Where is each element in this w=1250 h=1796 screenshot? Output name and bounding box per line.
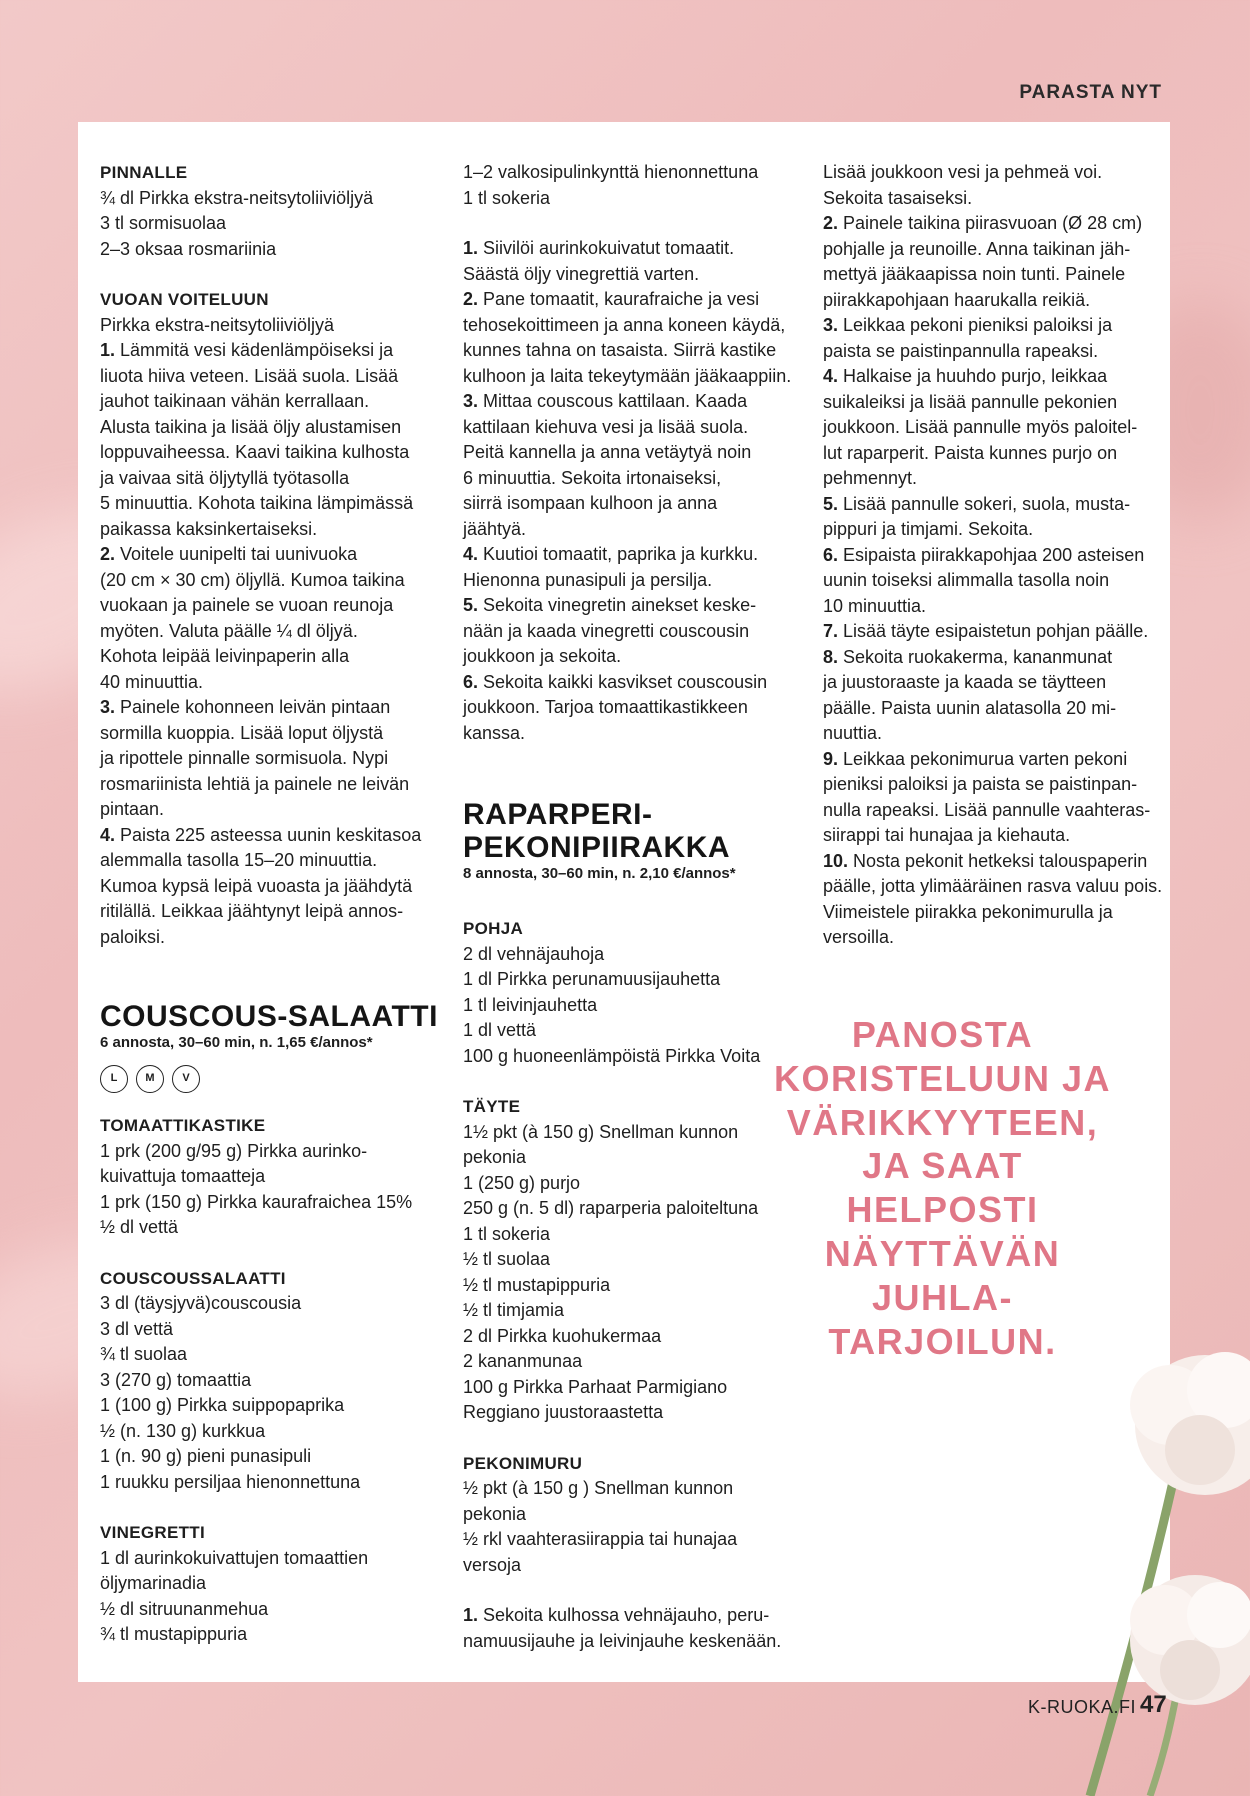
text-line: 1 (n. 90 g) pieni punasipuli [100, 1446, 312, 1466]
column-right [823, 160, 1163, 951]
text-line: ½ pkt (à 150 g ) Snellman kunnon [463, 1478, 734, 1498]
text-line: öljymarinadia [100, 1573, 207, 1593]
text-line: 3 dl vettä [100, 1318, 174, 1339]
text-line: joukkoon. Tarjoa tomaattikastikkeen [463, 697, 748, 717]
text-line: kanssa. [463, 722, 526, 743]
text-line: 2 dl Pirkka kuohukermaa [463, 1325, 662, 1346]
text-line: siirappi tai hunajaa ja kiehauta. [823, 825, 1071, 845]
text-line: kattilaan kiehuva vesi ja lisää suola. [463, 416, 749, 437]
text-line: ja vaivaa sitä öljytyllä työtasolla [100, 467, 350, 488]
instruction-text [100, 313, 422, 951]
text-line: loppuvaiheessa. Kaavi taikina kulhosta [100, 442, 410, 462]
text-line: myöten. Valuta päälle ¼ dl öljyä. [100, 620, 358, 641]
text-line: pintaan. [100, 799, 165, 819]
text-line: versoilla. [823, 927, 895, 947]
diet-badges [100, 1065, 410, 1093]
text-line: 1 (250 g) purjo [463, 1172, 581, 1193]
text-line: Peitä kannella ja anna vetäytyä noin [463, 442, 752, 462]
text-line: ritilällä. Leikkaa jäähtynyt leipä annos- [100, 901, 404, 921]
text-line: 6 minuuttia. Sekoita irtonaiseksi, [463, 467, 722, 488]
text-line: PANOSTA [851, 1014, 1034, 1055]
text-line: 3. Leikkaa pekoni pieniksi paloiksi ja [823, 315, 1113, 335]
text-line: nulla rapeaksi. Lisää pannulle vaahteras- [823, 799, 1151, 820]
text-line: Säästä öljy vinegrettiä varten. [463, 263, 700, 284]
text-line: 100 g huoneenlämpöistä Pirkka Voita [463, 1045, 761, 1066]
text-line: 1. Lämmitä vesi kädenlämpöiseksi ja [100, 340, 394, 360]
text-line: ½ dl sitruunanmehua [100, 1598, 269, 1619]
text-line: JUHLA- [872, 1276, 1013, 1318]
ingredient-list [100, 1291, 410, 1495]
text-line: jäähtyä. [463, 518, 527, 539]
section-heading: TÄYTE [463, 1097, 521, 1116]
ingredient-list [100, 186, 410, 263]
section-heading: VINEGRETTI [100, 1523, 206, 1542]
diet-badge-lactose-free: L [100, 1065, 128, 1093]
text-line: päälle. Paista uunin alatasolla 20 mi- [823, 697, 1117, 718]
recipe-meta: 6 annosta, 30–60 min, n. 1,65 €/annos* [100, 1034, 373, 1051]
text-line: ¾ dl Pirkka ekstra-neitsytoliiviöljyä [100, 187, 374, 208]
text-line: HELPOSTI [846, 1189, 1039, 1231]
page-number: 47 [1140, 1691, 1167, 1718]
flower-bloom [1130, 1575, 1250, 1705]
text-line: ½ dl vettä [100, 1217, 179, 1237]
text-line: Sekoita tasaiseksi. [823, 187, 973, 208]
recipe-page [78, 122, 1170, 1682]
text-line: 6. Esipaista piirakkapohjaa 200 asteisen [823, 544, 1145, 565]
column-middle [463, 160, 792, 1654]
text-line: pehmennyt. [823, 468, 918, 488]
text-line: ja juustoraaste ja kaada se täytteen [823, 672, 1107, 692]
diet-badge-vegan: V [172, 1065, 200, 1093]
text-line: (20 cm × 30 cm) öljyllä. Kumoa taikina [100, 569, 405, 590]
text-line: 1–2 valkosipulinkynttä hienonnettuna [463, 162, 759, 182]
text-line: Pirkka ekstra-neitsytoliiviöljyä [100, 314, 335, 335]
text-line: pekonia [463, 1503, 527, 1524]
text-line: 4. Paista 225 asteessa uunin keskitasoa [100, 824, 422, 845]
text-line: Kohota leipää leivinpaperin alla [100, 646, 350, 666]
instruction-text [463, 1603, 783, 1654]
recipe-meta: 8 annosta, 30–60 min, n. 2,10 €/annos* [463, 865, 736, 882]
text-line: 3. Mittaa couscous kattilaan. Kaada [463, 391, 748, 411]
site-url: K-RUOKA.FI [1028, 1697, 1137, 1717]
text-line: 7. Lisää täyte esipaistetun pohjan päälle. [823, 621, 1149, 641]
text-line: kunnes tahna on tasaista. Siirrä kastike [463, 340, 777, 360]
text-line: ¾ tl suolaa [100, 1344, 188, 1364]
text-line: 2. Voitele uunipelti tai uunivuoka [100, 544, 358, 564]
text-line: 5. Lisää pannulle sokeri, suola, musta- [823, 493, 1131, 514]
text-line: 10 minuuttia. [823, 595, 927, 616]
text-line: pieniksi paloiksi ja paista se paistinpan- [823, 774, 1138, 794]
text-line: paista se paistinpannulla rapeaksi. [823, 340, 1099, 361]
text-line: siirrä isompaan kulhoon ja anna [463, 493, 718, 513]
text-line: lut raparperit. Paista kunnes purjo on [823, 442, 1118, 463]
recipe-title: PEKONIPIIRAKKA [463, 831, 731, 864]
text-line: 5 minuuttia. Kohota taikina lämpimässä [100, 493, 414, 513]
text-line: kuivattuja tomaatteja [100, 1166, 266, 1186]
text-line: päälle, jotta ylimääräinen rasva valuu pois. [823, 876, 1163, 896]
text-line: 2. Pane tomaatit, kaurafraiche ja vesi [463, 289, 760, 309]
column-left [100, 160, 438, 1648]
text-line: 1 ruukku persiljaa hienonnettuna [100, 1471, 361, 1492]
instruction-text [463, 236, 792, 746]
text-line: 250 g (n. 5 dl) raparperia paloiteltuna [463, 1198, 759, 1218]
text-line: JA SAAT [862, 1145, 1023, 1187]
text-line: ½ tl timjamia [463, 1300, 565, 1320]
text-line: 2 dl vehnäjauhoja [463, 943, 605, 964]
text-line: 2. Painele taikina piirasvuoan (Ø 28 cm) [823, 213, 1143, 233]
text-line: ja ripottele pinnalle sormisuola. Nypi [100, 748, 389, 768]
text-line: TARJOILUN. [828, 1320, 1057, 1362]
text-line: tehosekoittimeen ja anna koneen käydä, [463, 314, 786, 335]
text-line: Viimeistele piirakka pekonimurulla ja [823, 901, 1113, 922]
text-line: pohjalle ja reunoille. Anna taikinan jäh- [823, 238, 1131, 259]
text-line: joukkoon. Lisää pannulle myös paloitel- [823, 417, 1138, 437]
text-line: 2–3 oksaa rosmariinia [100, 238, 277, 259]
section-heading: PEKONIMURU [463, 1453, 583, 1473]
text-line: 1 prk (150 g) Pirkka kaurafraichea 15% [100, 1191, 413, 1212]
text-line: versoja [463, 1554, 522, 1575]
text-line: rosmariinista lehtiä ja painele ne leivän [100, 773, 410, 794]
text-line: 8. Sekoita ruokakerma, kananmunat [823, 646, 1113, 667]
text-line: liuota hiiva veteen. Lisää suola. Lisää [100, 365, 399, 386]
text-line: namuusijauhe ja leivinjauhe keskenään. [463, 1630, 782, 1651]
text-line: ½ (n. 130 g) kurkkua [100, 1420, 266, 1441]
text-line: sormilla kuoppia. Lisää loput öljystä [100, 722, 384, 743]
ingredient-list [463, 160, 783, 211]
text-line: 3. Painele kohonneen leivän pintaan [100, 697, 391, 717]
text-line: pekonia [463, 1147, 527, 1167]
text-line: 10. Nosta pekonit hetkeksi talouspaperin [823, 850, 1148, 871]
flower-decoration [1030, 1330, 1250, 1796]
flower-bloom [1130, 1352, 1250, 1495]
text-line: joukkoon ja sekoita. [463, 646, 622, 666]
text-line: 1 dl aurinkokuivattujen tomaattien [100, 1547, 369, 1568]
text-line: paloiksi. [100, 926, 166, 947]
text-line: KORISTELUUN JA [773, 1057, 1112, 1099]
text-line: pippuri ja timjami. Sekoita. [823, 519, 1034, 539]
text-line: 9. Leikkaa pekonimurua varten pekoni [823, 748, 1128, 769]
text-line: Lisää joukkoon vesi ja pehmeä voi. [823, 162, 1103, 182]
text-line: 4. Halkaise ja huuhdo purjo, leikkaa [823, 366, 1108, 386]
text-line: Hienonna punasipuli ja persilja. [463, 569, 713, 590]
text-line: 3 dl (täysjyvä)couscousia [100, 1293, 302, 1313]
text-line: mettyä jääkaapissa noin tunti. Painele [823, 264, 1126, 284]
text-line: 5. Sekoita vinegretin ainekset keske- [463, 595, 757, 615]
text-line: 1 tl leivinjauhetta [463, 994, 598, 1015]
text-line: 1. Sekoita kulhossa vehnäjauho, peru- [463, 1605, 770, 1625]
ingredient-list [463, 942, 783, 1070]
recipe-title: COUSCOUS-SALAATTI [100, 1000, 438, 1033]
text-line: ½ tl suolaa [463, 1249, 551, 1269]
text-line: 1 tl sokeria [463, 187, 551, 208]
text-line: jauhot taikinaan vähän kerrallaan. [100, 391, 370, 411]
text-line: 40 minuuttia. [100, 671, 204, 692]
text-line: 3 tl sormisuolaa [100, 213, 227, 233]
text-line: 1 tl sokeria [463, 1223, 551, 1244]
ingredient-list [100, 1546, 410, 1648]
text-line: Alusta taikina ja lisää öljy alustamisen [100, 416, 402, 437]
text-line: kulhoon ja laita tekeytymään jääkaappiin. [463, 365, 792, 386]
text-line: ½ tl mustapippuria [463, 1274, 611, 1295]
section-heading: VUOAN VOITELUUN [100, 290, 269, 309]
section-heading: PINNALLE [100, 163, 188, 182]
section-label: PARASTA NYT [1019, 82, 1162, 103]
text-line: 1½ pkt (à 150 g) Snellman kunnon [463, 1121, 739, 1142]
text-line: 1 prk (200 g/95 g) Pirkka aurinko- [100, 1140, 368, 1161]
text-line: VÄRIKKYYTEEN, [786, 1101, 1099, 1143]
text-line: 1 dl vettä [463, 1020, 537, 1040]
text-line: 100 g Pirkka Parhaat Parmigiano [463, 1376, 728, 1397]
text-line: suikaleiksi ja lisää pannulle pekonien [823, 391, 1118, 412]
section-heading: COUSCOUSSALAATTI [100, 1268, 286, 1288]
text-line: 3 (270 g) tomaattia [100, 1369, 252, 1390]
text-line: uunin toiseksi alimmalla tasolla noin [823, 570, 1110, 590]
text-line: ¾ tl mustapippuria [100, 1624, 248, 1644]
text-line: 6. Sekoita kaikki kasvikset couscousin [463, 671, 768, 692]
ingredient-list [100, 1139, 413, 1241]
text-line: 2 kananmunaa [463, 1351, 583, 1371]
text-line: 1 (100 g) Pirkka suippopaprika [100, 1395, 345, 1415]
text-line: ½ rkl vaahterasiirappia tai hunajaa [463, 1529, 738, 1549]
section-heading: TOMAATTIKASTIKE [100, 1116, 266, 1135]
section-heading: POHJA [463, 919, 524, 938]
text-line: 4. Kuutioi tomaatit, paprika ja kurkku. [463, 544, 759, 564]
ingredient-list [463, 1120, 783, 1426]
text-line: Kumoa kypsä leipä vuoasta ja jäähdytä [100, 875, 413, 896]
text-line: paikassa kaksinkertaiseksi. [100, 518, 318, 539]
text-line: Reggiano juustoraastetta [463, 1402, 664, 1422]
pull-quote [765, 1013, 1120, 1363]
instruction-text [823, 160, 1163, 951]
text-line: alemmalla tasolla 15–20 minuuttia. [100, 850, 378, 870]
text-line: nuuttia. [823, 723, 883, 743]
text-line: piirakkapohjaan haarukalla reikiä. [823, 289, 1091, 310]
diet-badge-milk-free: M [136, 1065, 164, 1093]
text-line: NÄYTTÄVÄN [824, 1232, 1061, 1274]
text-line: nään ja kaada vinegretti couscousin [463, 620, 750, 641]
ingredient-list [463, 1476, 783, 1578]
text-line: 1 dl Pirkka perunamuusijauhetta [463, 969, 721, 989]
text-line: 1. Siivilöi aurinkokuivatut tomaatit. [463, 238, 735, 258]
recipe-title: RAPARPERI- [463, 798, 653, 831]
text-line: vuokaan ja painele se vuoan reunoja [100, 595, 394, 615]
